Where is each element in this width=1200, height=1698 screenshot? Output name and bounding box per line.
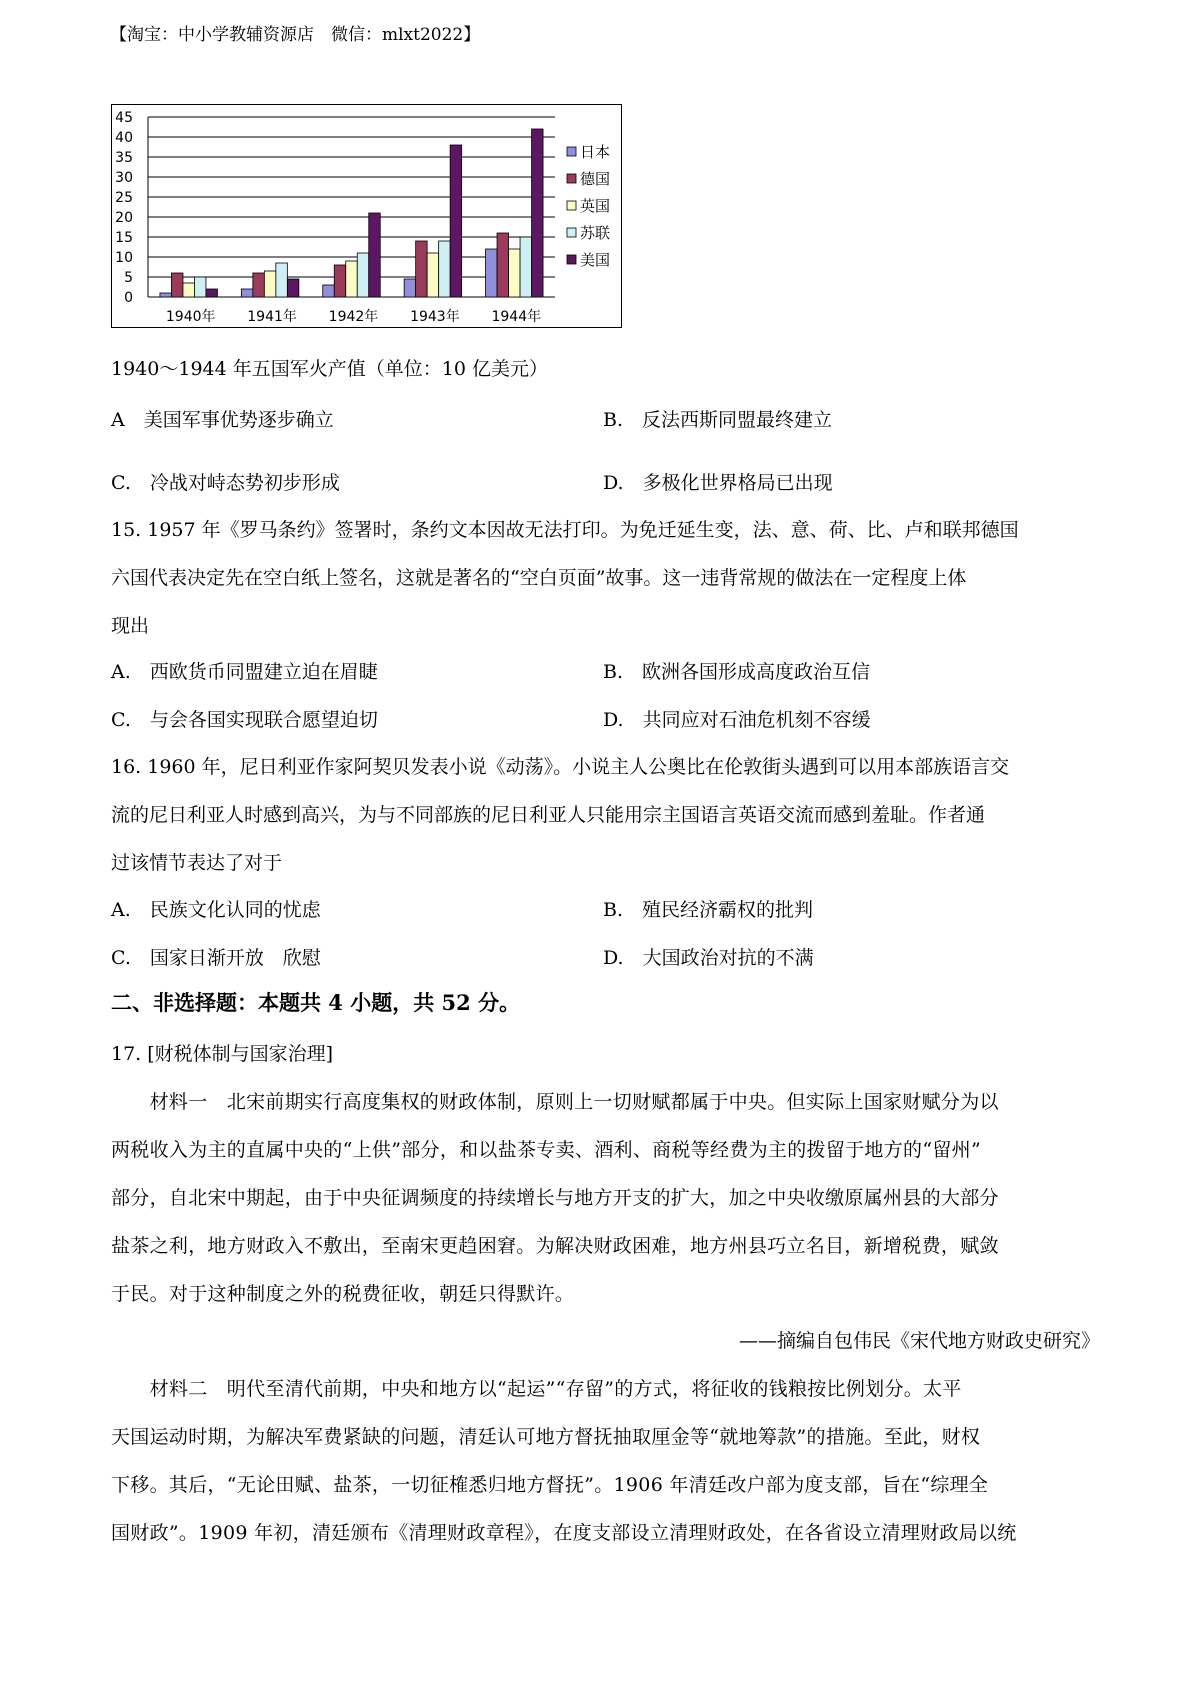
legend-label: 苏联 xyxy=(580,224,611,242)
x-tick-label: 1942年 xyxy=(328,309,379,325)
x-tick-label: 1940年 xyxy=(165,309,216,325)
q17-material-1-line-4: 盐茶之利，地方财政入不敷出，至南宋更趋困窘。为解决财政困难，地方州县巧立名目，新增税费，赋敛 xyxy=(111,1235,999,1257)
q17-material-1-line-1: 材料一 北宋前期实行高度集权的财政体制，原则上一切财赋都属于中央。但实际上国家财赋分为以 xyxy=(111,1091,999,1113)
q15-stem-line-2: 六国代表决定先在空白纸上签名，这就是著名的“空白页面”故事。这一违背常规的做法在一定程度上体 xyxy=(111,567,967,589)
y-tick-label: 0 xyxy=(124,290,133,306)
y-tick-label: 25 xyxy=(115,190,133,206)
q16-option-d[interactable]: D. 大国政治对抗的不满 xyxy=(603,947,814,969)
bar xyxy=(276,263,288,297)
q16-option-c[interactable]: C. 国家日渐开放 欣慰 xyxy=(111,947,321,969)
bar xyxy=(287,279,299,297)
q16-stem-line-1: 16. 1960 年，尼日利亚作家阿契贝发表小说《动荡》。小说主人公奥比在伦敦街头遇到可以用本部族语言交 xyxy=(111,756,1010,778)
q17-material-1-line-3: 部分，自北宋中期起，由于中央征调频度的持续增长与地方开支的扩大，加之中央收缴原属州县的大部分 xyxy=(111,1187,999,1209)
legend-swatch xyxy=(567,174,576,183)
legend-label: 英国 xyxy=(580,197,611,215)
q16-option-a[interactable]: A. 民族文化认同的忧虑 xyxy=(111,899,321,921)
q15-stem-line-1: 15. 1957 年《罗马条约》签署时，条约文本因故无法打印。为免迁延生变，法、意、荷、比、卢和联邦德国 xyxy=(111,519,1019,541)
y-tick-label: 30 xyxy=(115,170,133,186)
q15-option-d[interactable]: D. 共同应对石油危机刻不容缓 xyxy=(603,709,871,731)
bar xyxy=(509,249,521,297)
legend-swatch xyxy=(567,147,576,156)
q16-option-b[interactable]: B. 殖民经济霸权的批判 xyxy=(603,899,814,921)
y-tick-label: 40 xyxy=(115,130,133,146)
bar xyxy=(532,129,544,297)
bar xyxy=(241,289,253,297)
bar xyxy=(427,253,439,297)
bar xyxy=(416,241,428,297)
x-tick-label: 1943年 xyxy=(410,309,460,325)
section-heading: 二、非选择题：本题共 4 小题，共 52 分。 xyxy=(111,990,521,1015)
q15-option-a[interactable]: A. 西欧货币同盟建立迫在眉睫 xyxy=(111,661,378,683)
q14-option-d[interactable]: D. 多极化世界格局已出现 xyxy=(603,472,833,494)
legend-swatch xyxy=(567,228,576,237)
y-tick-label: 15 xyxy=(115,230,133,246)
page-header: 【淘宝：中小学教辅资源店 微信：mlxt2022】 xyxy=(110,25,481,45)
bar xyxy=(171,273,183,297)
q16-stem-line-2: 流的尼日利亚人时感到高兴，为与不同部族的尼日利亚人只能用宗主国语言英语交流而感到羞耻。作者通 xyxy=(111,804,986,826)
y-tick-label: 35 xyxy=(115,150,133,166)
bar xyxy=(404,279,416,297)
q15-stem-line-3: 现出 xyxy=(111,615,150,637)
munitions-chart xyxy=(111,104,622,328)
bar xyxy=(160,293,172,297)
bar xyxy=(346,261,358,297)
q14-option-a[interactable]: A 美国军事优势逐步确立 xyxy=(111,409,334,431)
q16-stem-line-3: 过该情节表达了对于 xyxy=(111,852,283,874)
q14-option-c[interactable]: C. 冷战对峙态势初步形成 xyxy=(111,472,340,494)
bar xyxy=(206,289,218,297)
x-tick-label: 1944年 xyxy=(491,309,542,325)
bar xyxy=(439,241,451,297)
bar xyxy=(183,283,195,297)
legend-swatch xyxy=(567,201,576,210)
q17-material-1-source: ——摘编自包伟民《宋代地方财政史研究》 xyxy=(738,1330,1100,1352)
bar xyxy=(486,249,498,297)
y-tick-label: 20 xyxy=(115,210,133,226)
q14-option-b[interactable]: B. 反法西斯同盟最终建立 xyxy=(603,409,833,431)
y-tick-label: 5 xyxy=(124,270,133,286)
q17-material-1-line-2: 两税收入为主的直属中央的“上供”部分，和以盐茶专卖、酒利、商税等经费为主的拨留于地方的“留州” xyxy=(111,1139,981,1161)
q15-option-b[interactable]: B. 欧洲各国形成高度政治互信 xyxy=(603,661,871,683)
bar xyxy=(194,277,206,297)
bar xyxy=(334,265,346,297)
bar xyxy=(264,271,276,297)
legend-swatch xyxy=(567,255,576,264)
bar xyxy=(357,253,369,297)
bar xyxy=(369,213,381,297)
bar-chart-svg xyxy=(112,105,620,326)
chart-caption: 1940～1944 年五国军火产值（单位：10 亿美元） xyxy=(111,358,548,380)
q17-material-1-line-5: 于民。对于这种制度之外的税费征收，朝廷只得默许。 xyxy=(111,1283,575,1305)
q15-option-c[interactable]: C. 与会各国实现联合愿望迫切 xyxy=(111,709,378,731)
q17-title: 17. [财税体制与国家治理] xyxy=(111,1043,334,1065)
bar xyxy=(253,273,265,297)
bar xyxy=(323,285,335,297)
bar xyxy=(497,233,509,297)
bar xyxy=(520,237,532,297)
bar xyxy=(450,145,462,297)
y-tick-label: 45 xyxy=(115,110,133,126)
q17-material-2-line-4: 国财政”。1909 年初，清廷颁布《清理财政章程》，在度支部设立清理财政处，在各省设立清理财政局以统 xyxy=(111,1522,1017,1544)
q17-material-2-line-1: 材料二 明代至清代前期，中央和地方以“起运”“存留”的方式，将征收的钱粮按比例划分。太平 xyxy=(111,1378,962,1400)
q17-material-2-line-2: 天国运动时期，为解决军费紧缺的问题，清廷认可地方督抚抽取厘金等“就地筹款”的措施。至此，财权 xyxy=(111,1426,981,1448)
x-tick-label: 1941年 xyxy=(247,309,297,325)
y-tick-label: 10 xyxy=(115,250,133,266)
legend-label: 德国 xyxy=(580,170,611,188)
legend-label: 美国 xyxy=(580,251,611,269)
legend-label: 日本 xyxy=(580,143,611,161)
q17-material-2-line-3: 下移。其后，“无论田赋、盐茶，一切征榷悉归地方督抚”。1906 年清廷改户部为度支部，旨在“综理全 xyxy=(111,1474,989,1496)
